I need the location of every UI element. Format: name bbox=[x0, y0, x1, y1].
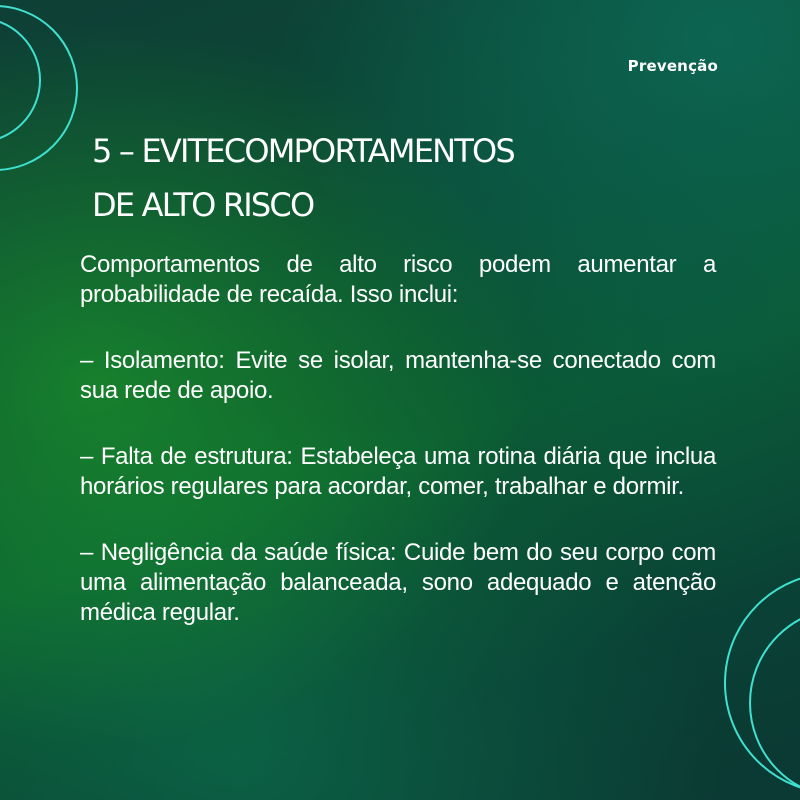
title-line-2: DE ALTO RISCO bbox=[92, 186, 314, 224]
category-tag: Prevenção bbox=[627, 57, 718, 75]
list-item-saude-fisica: – Negligência da saúde física: Cuide bem do seu corpo com uma alimentação balanceada, sono adequado e atenção médica regular. bbox=[80, 539, 716, 626]
bottom-right-ring-outer bbox=[725, 573, 800, 793]
top-left-ring-inner bbox=[0, 18, 40, 142]
title-line-1: 5 – EVITECOMPORTAMENTOS bbox=[92, 132, 514, 170]
body-text bbox=[80, 250, 716, 664]
list-item-estrutura: – Falta de estrutura: Estabeleça uma rotina diária que inclua horários regulares para acordar, comer, trabalhar e dormir. bbox=[80, 443, 716, 500]
intro-paragraph: Comportamentos de alto risco podem aumentar a probabilidade de recaída. Isso inclui: bbox=[80, 251, 716, 308]
top-left-ring-outer bbox=[0, 6, 77, 170]
page-title bbox=[92, 124, 712, 232]
bottom-right-ring-inner bbox=[750, 608, 800, 798]
list-item-isolamento: – Isolamento: Evite se isolar, mantenha-se conectado com sua rede de apoio. bbox=[80, 347, 716, 404]
